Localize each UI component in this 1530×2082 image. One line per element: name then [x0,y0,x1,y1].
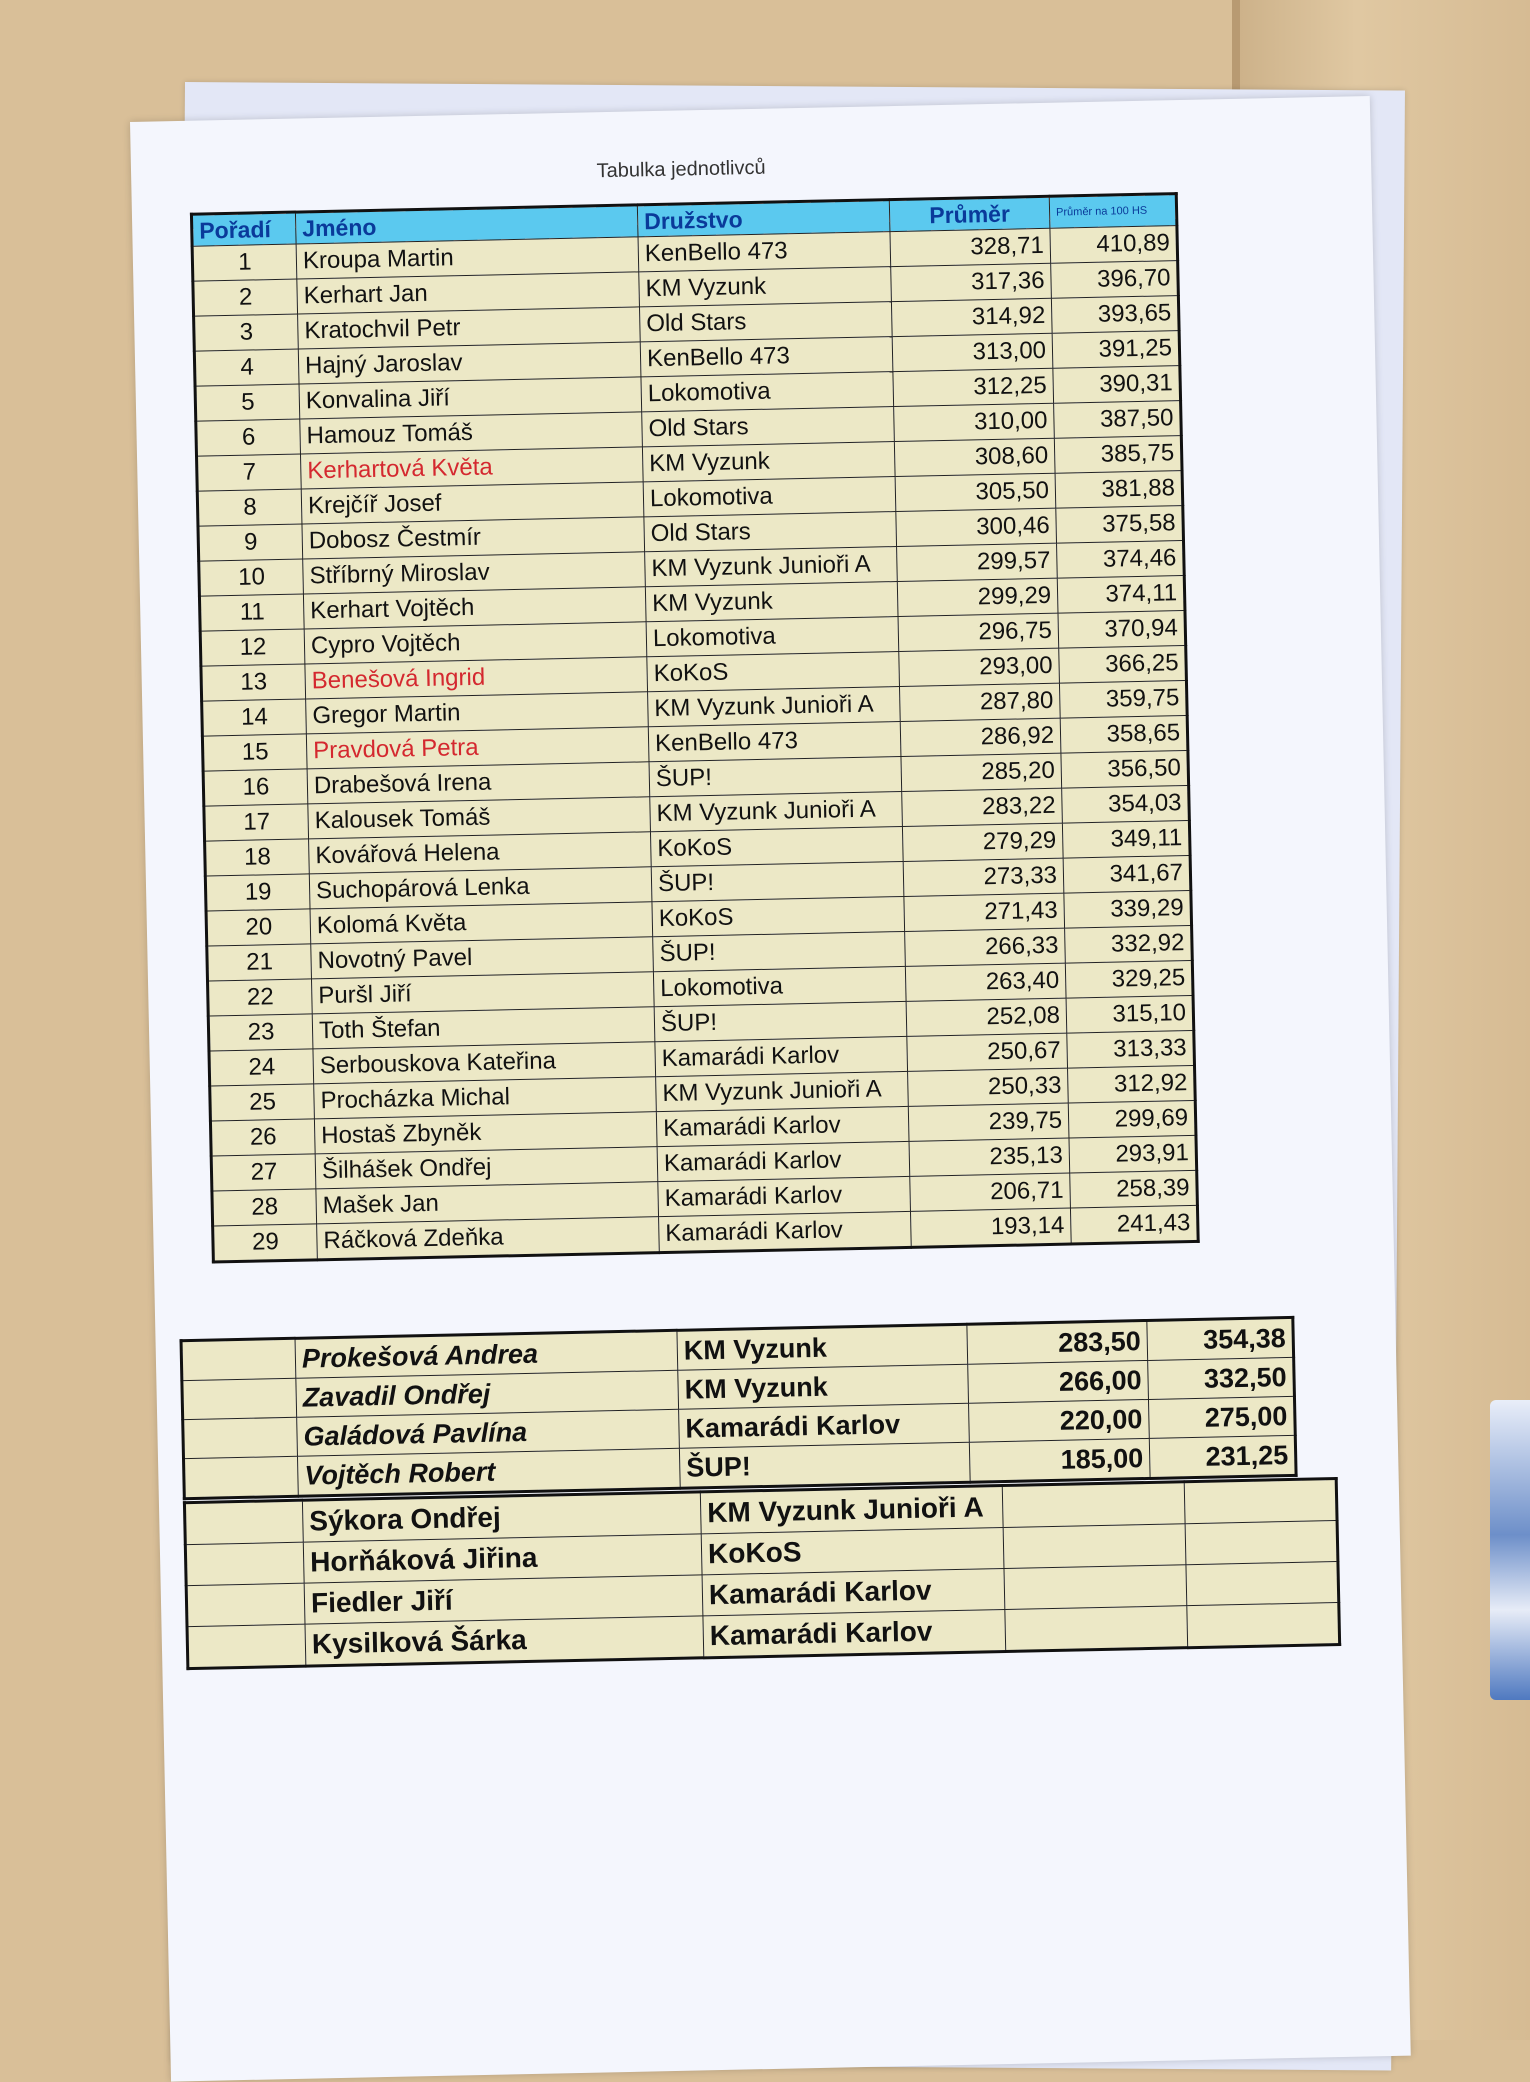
rank-cell: 19 [205,874,310,911]
name-cell: Kerhart Vojtěch [303,587,646,629]
team-cell: KenBello 473 [640,337,893,377]
empty-rank-cell [185,1542,304,1585]
empty-rank-cell [187,1624,306,1668]
average-per-100-cell: 358,65 [1060,715,1188,753]
team-cell: ŠUP! [651,861,904,901]
rank-cell: 26 [210,1119,315,1156]
empty-average-per-100-cell [1185,1521,1338,1565]
individuals-table [190,192,1200,1263]
rank-cell: 22 [208,979,313,1016]
name-cell: Suchopárová Lenka [309,867,652,909]
team-cell: Old Stars [642,407,895,447]
average-cell: 300,46 [896,508,1057,546]
unranked-table-body [184,1479,1339,1669]
average-per-100-cell: 374,11 [1057,576,1185,614]
average-per-100-cell: 356,50 [1061,750,1189,788]
name-cell: Fiedler Jiří [304,1575,703,1624]
average-cell: 283,50 [967,1320,1148,1364]
empty-rank-cell [184,1500,303,1544]
average-cell: 185,00 [969,1438,1150,1482]
name-cell: Kerhartová Květa [300,447,643,489]
average-cell: 263,40 [905,963,1066,1001]
average-per-100-cell: 312,92 [1068,1065,1196,1103]
name-cell: Hajný Jaroslav [298,342,641,384]
team-cell: Lokomotiva [643,477,896,517]
name-cell: Toth Štefan [312,1007,655,1049]
rank-cell: 29 [213,1224,318,1262]
team-cell: KM Vyzunk Junioři A [656,1071,909,1111]
empty-rank-cell [184,1456,299,1498]
name-cell: Kalousek Tomáš [308,797,651,839]
rank-cell: 12 [200,629,305,666]
average-cell: 317,36 [891,263,1052,301]
average-cell: 250,33 [908,1068,1069,1106]
rank-cell: 13 [201,664,306,701]
rank-cell: 11 [199,594,304,631]
average-cell: 239,75 [908,1103,1069,1141]
name-cell: Konvalina Jiří [299,377,642,419]
name-cell: Ráčková Zdeňka [317,1217,660,1260]
average-cell: 193,14 [910,1208,1071,1247]
name-cell: Kerhart Jan [297,272,640,314]
average-cell: 299,57 [897,543,1058,581]
empty-average-cell [1002,1482,1185,1528]
name-cell: Prokešová Andrea [295,1330,678,1378]
rank-cell: 1 [192,244,297,281]
extra-table-body [181,1317,1296,1498]
header-average: Průměr [889,196,1050,231]
name-cell: Horňáková Jiřina [303,1534,702,1583]
name-cell: Drabešová Irena [307,762,650,804]
empty-average-per-100-cell [1187,1603,1340,1648]
average-cell: 310,00 [894,403,1055,441]
name-cell: Kysilková Šárka [305,1616,704,1666]
name-cell: Vojtěch Robert [297,1448,680,1496]
document-title: Tabulka jednotlivců [596,156,766,183]
average-per-100-cell: 370,94 [1058,611,1186,649]
average-per-100-cell: 396,70 [1051,261,1179,299]
average-cell: 287,80 [899,683,1060,721]
name-cell: Puršl Jiří [311,972,654,1014]
name-cell: Hamouz Tomáš [300,412,643,454]
average-cell: 266,00 [968,1360,1149,1403]
team-cell: Kamarádi Karlov [702,1569,1005,1616]
average-per-100-cell: 332,92 [1065,925,1193,963]
team-cell: Kamarádi Karlov [656,1106,909,1146]
team-cell: Lokomotiva [646,617,899,657]
average-per-100-cell: 393,65 [1051,296,1179,334]
average-cell: 279,29 [902,823,1063,861]
team-cell: Lokomotiva [641,372,894,412]
average-per-100-cell: 390,31 [1053,366,1181,404]
average-per-100-cell: 354,38 [1147,1317,1294,1360]
average-per-100-cell: 339,29 [1064,890,1192,928]
team-cell: Old Stars [644,512,897,552]
average-cell: 305,50 [895,473,1056,511]
team-cell: KM Vyzunk [645,582,898,622]
average-per-100-cell: 313,33 [1067,1030,1195,1068]
name-cell: Serbouskova Kateřina [313,1042,656,1084]
average-per-100-cell: 381,88 [1055,471,1183,509]
extra-players-table [180,1316,1298,1500]
average-per-100-cell: 354,03 [1062,785,1190,823]
team-cell: Kamarádi Karlov [679,1403,970,1448]
rank-cell: 5 [195,384,300,421]
team-cell: Kamarádi Karlov [703,1610,1006,1658]
name-cell: Stříbrný Miroslav [303,552,646,594]
rank-cell: 21 [207,944,312,981]
team-cell: KM Vyzunk Junioři A [648,687,901,727]
empty-rank-cell [181,1338,296,1380]
average-per-100-cell: 293,91 [1069,1135,1197,1173]
rank-cell: 7 [197,454,302,491]
team-cell: KenBello 473 [648,722,901,762]
average-per-100-cell: 299,69 [1068,1100,1196,1138]
name-cell: Kolomá Květa [310,902,653,944]
average-per-100-cell: 387,50 [1054,401,1182,439]
average-cell: 314,92 [891,298,1052,336]
name-cell: Krejčíř Josef [301,482,644,524]
empty-average-cell [1003,1524,1186,1569]
average-per-100-cell: 374,46 [1057,541,1185,579]
average-per-100-cell: 258,39 [1070,1170,1198,1208]
average-cell: 252,08 [906,998,1067,1036]
average-cell: 286,92 [900,718,1061,756]
rank-cell: 23 [208,1014,313,1051]
average-cell: 285,20 [901,753,1062,791]
team-cell: KoKoS [701,1528,1004,1575]
average-cell: 273,33 [903,858,1064,896]
blue-paper-stack [1490,1400,1530,1700]
paper-sheet [130,96,1411,2082]
average-per-100-cell: 231,25 [1149,1435,1296,1478]
average-cell: 328,71 [890,228,1051,266]
average-cell: 312,25 [893,368,1054,406]
name-cell: Gregor Martin [306,692,649,734]
table-body [192,226,1198,1262]
name-cell: Šilhášek Ondřej [315,1147,658,1189]
name-cell: Hostaš Zbyněk [314,1112,657,1154]
rank-cell: 3 [194,314,299,351]
average-cell: 220,00 [969,1399,1150,1442]
rank-cell: 8 [197,489,302,526]
name-cell: Sýkora Ondřej [302,1492,701,1542]
team-cell: KM Vyzunk [642,442,895,482]
name-cell: Novotný Pavel [311,937,654,979]
average-per-100-cell: 241,43 [1070,1205,1198,1244]
average-cell: 293,00 [899,648,1060,686]
team-cell: Kamarádi Karlov [659,1211,912,1252]
average-per-100-cell: 315,10 [1066,995,1194,1033]
team-cell: KoKoS [652,896,905,936]
average-per-100-cell: 349,11 [1062,820,1190,858]
header-average-per-100: Průměr na 100 HS [1049,194,1177,229]
team-cell: Kamarádi Karlov [658,1176,911,1216]
name-cell: Dobosz Čestmír [302,517,645,559]
team-cell: KM Vyzunk [677,1324,968,1370]
rank-cell: 24 [209,1049,314,1086]
average-per-100-cell: 366,25 [1059,646,1187,684]
empty-rank-cell [186,1583,305,1626]
name-cell: Zavadil Ondřej [296,1370,679,1417]
team-cell: KM Vyzunk Junioři A [700,1486,1003,1534]
average-per-100-cell: 359,75 [1059,680,1187,718]
rank-cell: 17 [204,804,309,841]
rank-cell: 28 [212,1189,317,1226]
average-cell: 271,43 [904,893,1065,931]
average-cell: 296,75 [898,613,1059,651]
average-per-100-cell: 410,89 [1050,226,1178,264]
rank-cell: 2 [193,279,298,316]
team-cell: KoKoS [650,826,903,866]
empty-rank-cell [183,1417,298,1458]
name-cell: Kratochvil Petr [298,307,641,349]
rank-cell: 20 [206,909,311,946]
team-cell: ŠUP! [654,1001,907,1041]
average-per-100-cell: 332,50 [1148,1357,1295,1399]
name-cell: Procházka Michal [314,1077,657,1119]
header-team: Družstvo [637,200,890,237]
rank-cell: 14 [202,699,307,736]
average-per-100-cell: 391,25 [1052,331,1180,369]
empty-average-per-100-cell [1184,1479,1337,1524]
name-cell: Kroupa Martin [296,237,639,279]
header-name: Jméno [295,205,638,244]
rank-cell: 4 [194,349,299,386]
average-cell: 266,33 [905,928,1066,966]
team-cell: KM Vyzunk Junioři A [645,547,898,587]
rank-cell: 6 [196,419,301,456]
average-cell: 235,13 [909,1138,1070,1176]
team-cell: Kamarádi Karlov [657,1141,910,1181]
rank-cell: 9 [198,524,303,561]
average-per-100-cell: 385,75 [1054,436,1182,474]
average-per-100-cell: 329,25 [1065,960,1193,998]
team-cell: ŠUP! [653,931,906,971]
team-cell: KM Vyzunk Junioři A [650,791,903,831]
average-cell: 206,71 [910,1173,1071,1211]
team-cell: KM Vyzunk [639,267,892,307]
team-cell: ŠUP! [679,1442,970,1488]
rank-cell: 25 [210,1084,315,1121]
rank-cell: 15 [202,734,307,771]
average-per-100-cell: 341,67 [1063,855,1191,893]
rank-cell: 18 [205,839,310,876]
rank-cell: 10 [199,559,304,596]
name-cell: Kovářová Helena [309,832,652,874]
unranked-players-table [183,1477,1341,1670]
average-per-100-cell: 275,00 [1148,1396,1295,1438]
average-cell: 283,22 [902,788,1063,826]
average-cell: 299,29 [897,578,1058,616]
team-cell: Lokomotiva [653,966,906,1006]
name-cell: Cypro Vojtěch [304,622,647,664]
team-cell: ŠUP! [649,756,902,796]
team-cell: KenBello 473 [638,232,891,272]
name-cell: Galádová Pavlína [297,1409,680,1456]
empty-average-per-100-cell [1186,1562,1339,1606]
empty-average-cell [1005,1606,1188,1652]
team-cell: KoKoS [647,652,900,692]
rank-cell: 27 [211,1154,316,1191]
average-cell: 308,60 [894,438,1055,476]
rank-cell: 16 [203,769,308,806]
empty-rank-cell [182,1378,297,1419]
team-cell: KM Vyzunk [678,1364,969,1409]
empty-average-cell [1004,1565,1187,1610]
name-cell: Mašek Jan [316,1182,659,1224]
average-cell: 313,00 [892,333,1053,371]
name-cell: Benešová Ingrid [305,657,648,699]
average-per-100-cell: 375,58 [1056,506,1184,544]
team-cell: Old Stars [639,302,892,342]
average-cell: 250,67 [907,1033,1068,1071]
team-cell: Kamarádi Karlov [655,1036,908,1076]
name-cell: Pravdová Petra [306,727,649,769]
header-rank: Pořadí [191,212,296,246]
